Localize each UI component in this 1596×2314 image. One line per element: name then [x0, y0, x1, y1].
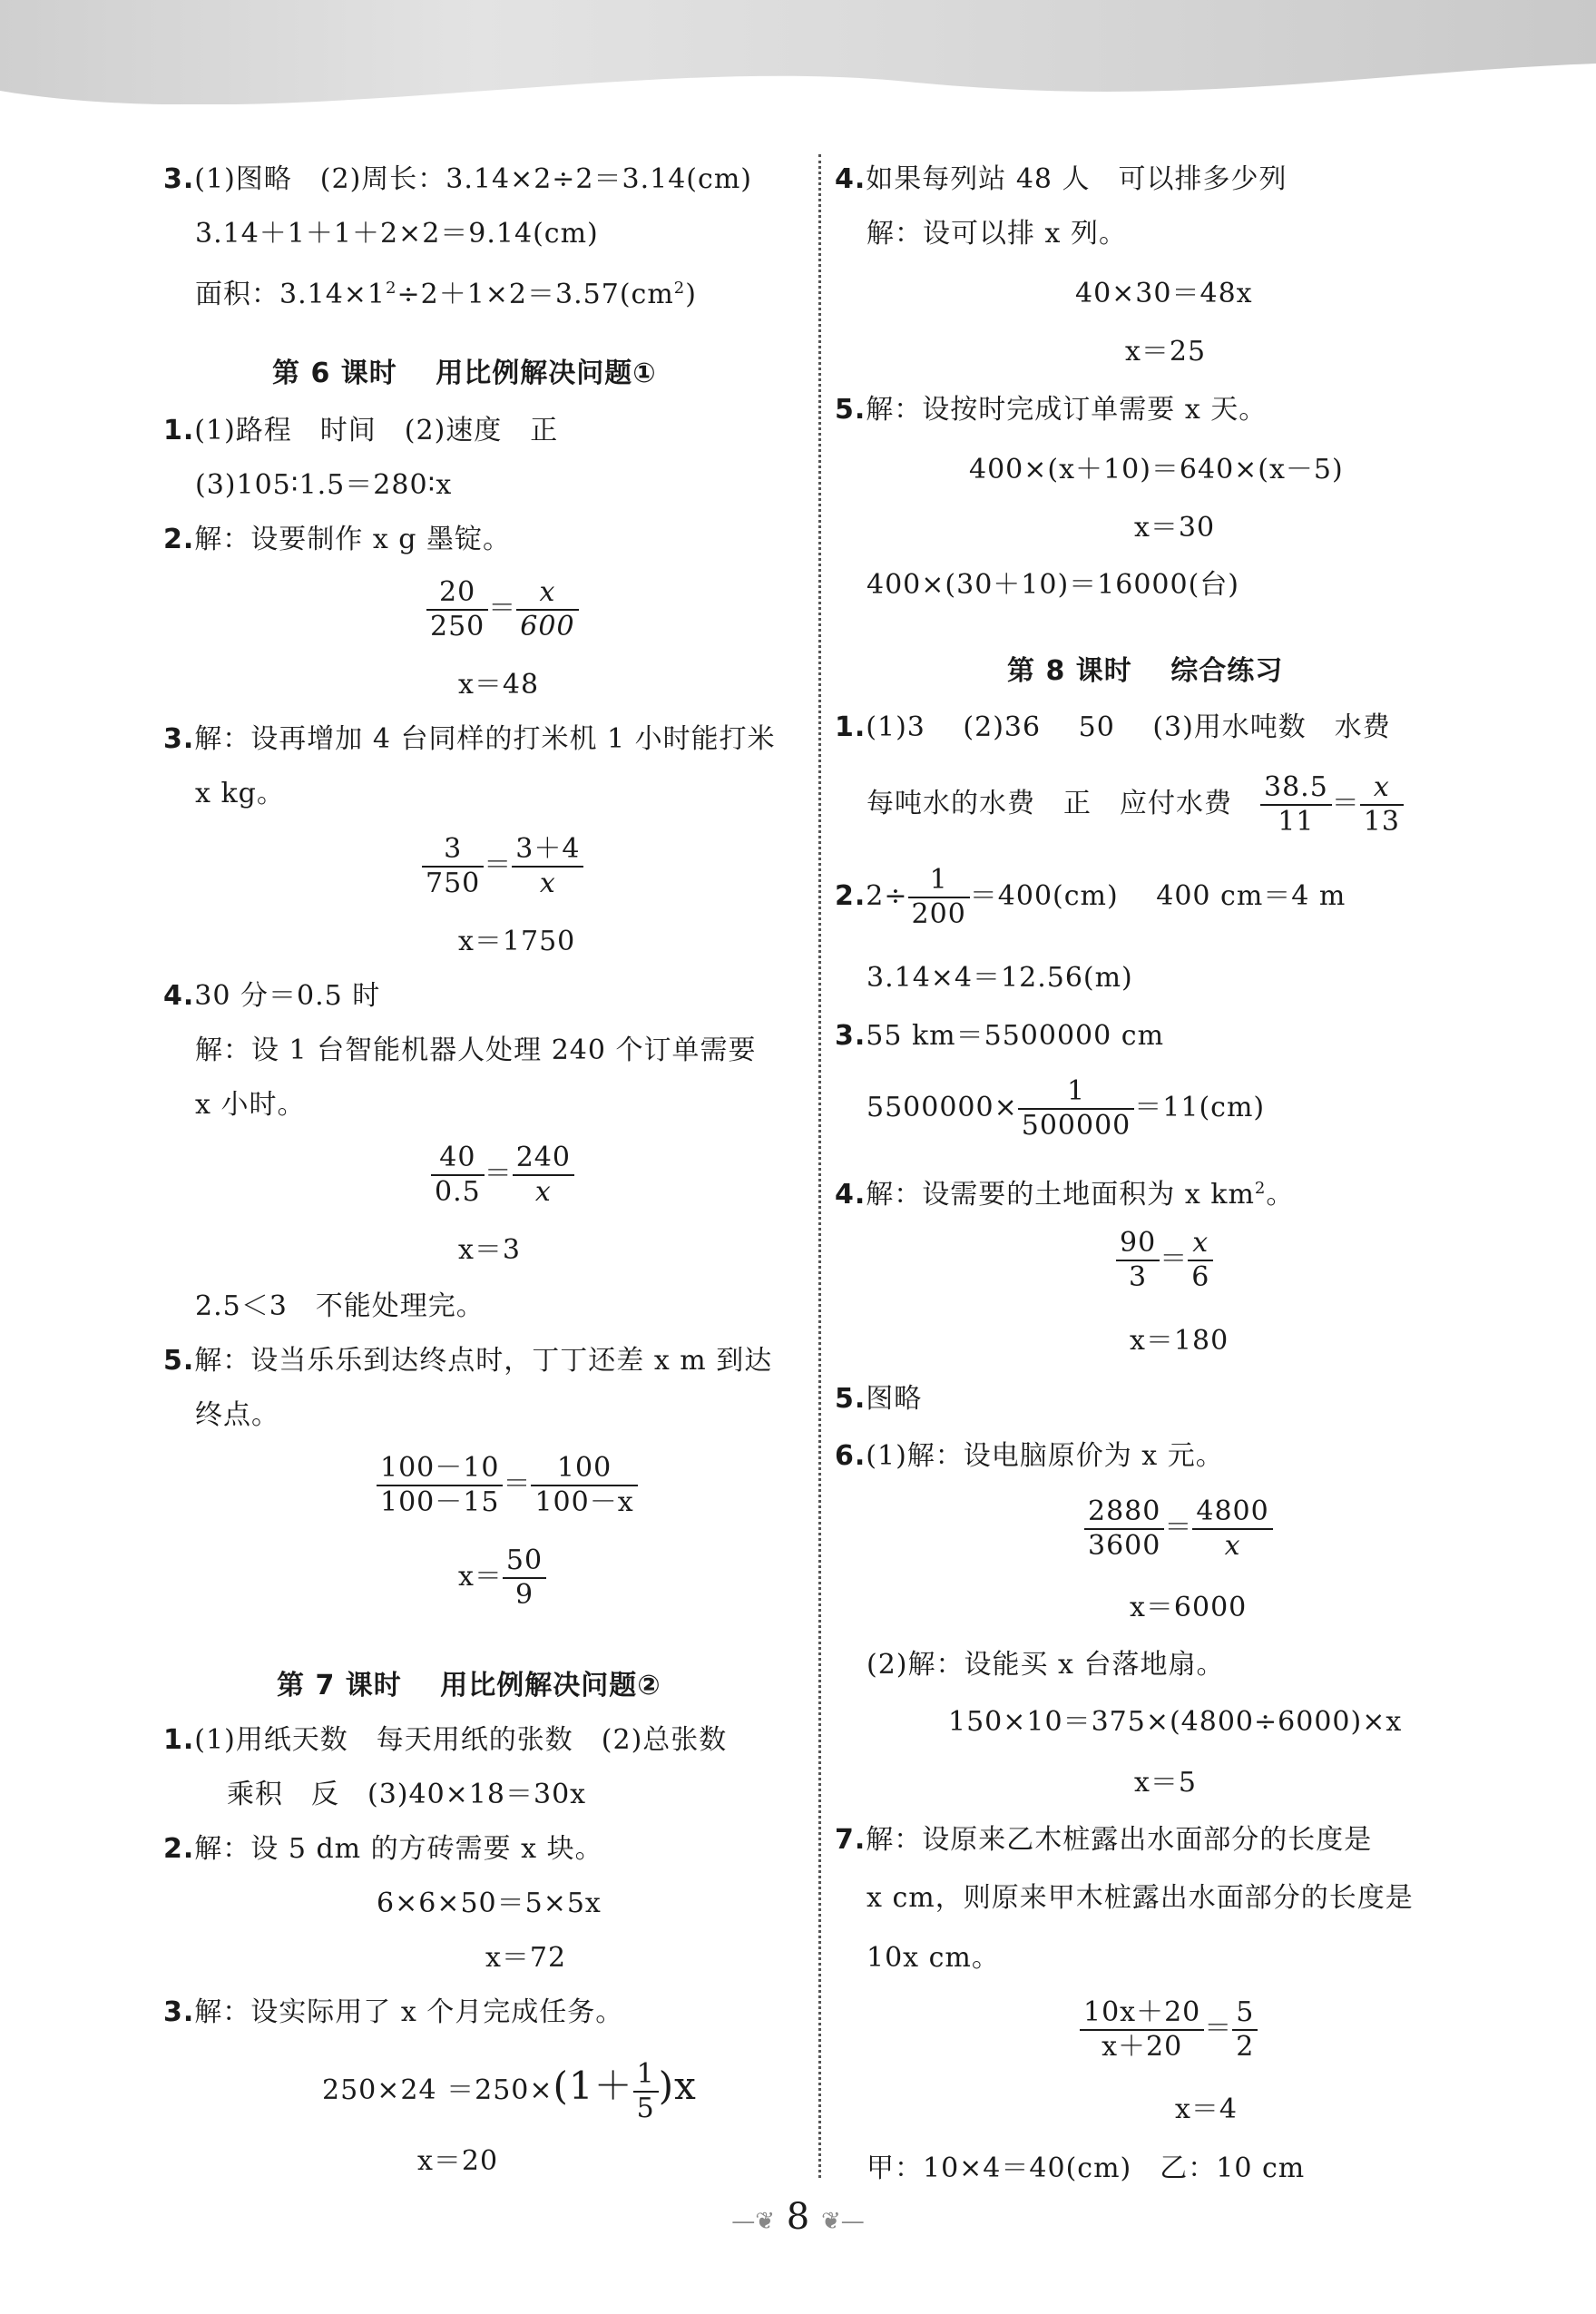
- s8-q6-answer2: x＝5: [1134, 1767, 1198, 1799]
- s7-q1-line2: 乘积 反 (3)40×18＝30x: [227, 1779, 587, 1810]
- s8-q1-line1: 1.(1)3 (2)36 50 (3)用水吨数 水费: [835, 711, 1391, 743]
- s7-q2-equation: 6×6×50＝5×5x: [377, 1887, 602, 1919]
- s8-q7-equation: $\frac{10x+20}{x+20}$ ＝ $\frac{5}{2}$: [1080, 1996, 1258, 2064]
- r-q5-conclusion: 400×(30＋10)＝16000(台): [867, 569, 1239, 601]
- s6-q5-answer: x＝ $\frac{50}{9}$: [458, 1544, 546, 1612]
- s6-q2-equation: $\frac{20}{250}$ ＝ $\frac{x}{600}$: [426, 576, 579, 643]
- q3-line3: 面积：$3.14\times 1^2\div 2+1\times 2=3.57(cm^2)$: [195, 279, 697, 310]
- s6-q1-line1: 1.(1)路程 时间 (2)速度 正: [163, 415, 559, 446]
- s6-q3-line2: x kg。: [195, 778, 285, 809]
- s8-q3-line2: 5500000× $\frac{1}{500000}$ ＝11(cm): [867, 1075, 1266, 1142]
- s6-q4-conclusion: 2.5＜3 不能处理完。: [195, 1290, 485, 1322]
- s8-q5-line1: 5.图略: [835, 1383, 923, 1415]
- column-divider: [818, 154, 821, 2178]
- s8-q7-answer: x＝4: [1175, 2093, 1239, 2125]
- section-7-title: 第 7 课时 用比例解决问题②: [277, 1670, 661, 1701]
- r-q5-line1: 5.解：设按时完成订单需要 x 天。: [835, 394, 1268, 426]
- s8-q7-line2: x cm，则原来甲木桩露出水面部分的长度是: [867, 1882, 1414, 1914]
- s6-q2-line1: 2.解：设要制作 x g 墨锭。: [163, 524, 512, 555]
- page-number: 8: [786, 2196, 810, 2238]
- r-q4-answer: x＝25: [1125, 336, 1207, 368]
- s8-q4-equation: $\frac{90}{3}$ ＝ $\frac{x}{6}$: [1116, 1227, 1213, 1294]
- s6-q5-equation: $\frac{100-10}{100-15}$ ＝ $\frac{100}{100-x}$: [377, 1452, 638, 1519]
- s8-q7-line1: 7.解：设原来乙木桩露出水面部分的长度是: [835, 1824, 1373, 1856]
- s6-q3-line1: 3.解：设再增加 4 台同样的打米机 1 小时能打米: [163, 723, 776, 755]
- s8-q6-answer1: x＝6000: [1130, 1592, 1248, 1623]
- q3-line2: 3.14＋1＋1＋2×2＝9.14(cm): [195, 218, 599, 250]
- s8-q6-line1: 6.(1)解：设电脑原价为 x 元。: [835, 1440, 1224, 1472]
- section-6-title: 第 6 课时 用比例解决问题①: [272, 358, 657, 389]
- s7-q2-answer: x＝72: [485, 1942, 567, 1974]
- s8-q3-line1: 3.55 km＝5500000 cm: [835, 1020, 1165, 1052]
- leaf-right-icon: ❦—: [820, 2208, 865, 2235]
- s8-q6-line2: (2)解：设能买 x 台落地扇。: [867, 1649, 1225, 1681]
- s6-q3-answer: x＝1750: [458, 926, 576, 957]
- s6-q4-equation: $\frac{40}{0.5}$ ＝ $\frac{240}{x}$: [431, 1142, 574, 1209]
- s6-q5-line1: 5.解：设当乐乐到达终点时，丁丁还差 x m 到达: [163, 1345, 773, 1377]
- s8-q2-line1: 2.2÷ $\frac{1}{200}$ ＝400(cm) 400 cm＝4 m: [835, 864, 1346, 930]
- s6-q3-equation: $\frac{3}{750}$ ＝ $\frac{3+4}{x}$: [422, 833, 583, 900]
- q3-line1: 3.(1)图略 (2)周长：3.14×2÷2＝3.14(cm): [163, 163, 752, 195]
- leaf-left-icon: —❦: [731, 2208, 776, 2235]
- r-q5-equation: 400×(x＋10)＝640×(x－5): [969, 454, 1344, 485]
- page-footer: [0, 2196, 1596, 2238]
- s6-q5-line2: 终点。: [195, 1399, 279, 1431]
- r-q4-line2: 解：设可以排 x 列。: [867, 218, 1127, 250]
- s7-q2-line1: 2.解：设 5 dm 的方砖需要 x 块。: [163, 1833, 603, 1865]
- s8-q2-line2: 3.14×4＝12.56(m): [867, 962, 1133, 994]
- s8-q4-answer: x＝180: [1130, 1325, 1229, 1357]
- s7-q1-line1: 1.(1)用纸天数 每天用纸的张数 (2)总张数: [163, 1724, 728, 1756]
- s7-q3-line1: 3.解：设实际用了 x 个月完成任务。: [163, 1996, 624, 2028]
- s6-q1-line2: (3)105∶1.5＝280∶x: [195, 469, 453, 501]
- s6-q4-line1: 4.30 分＝0.5 时: [163, 980, 381, 1012]
- s6-q4-line2: 解：设 1 台智能机器人处理 240 个订单需要: [195, 1034, 757, 1066]
- r-q5-answer: x＝30: [1134, 512, 1216, 544]
- section-8-title: 第 8 课时 综合练习: [1007, 655, 1284, 687]
- s8-q6-equation: $\frac{2880}{3600}$ ＝ $\frac{4800}{x}$: [1084, 1495, 1273, 1563]
- s8-q4-line1: 4.解：设需要的土地面积为 x $km^2$。: [835, 1179, 1295, 1211]
- s8-q7-line3: 10x cm。: [867, 1942, 1000, 1974]
- header-wave: [0, 54, 1596, 127]
- s8-q1-line2: 每吨水的水费 正 应付水费 $\frac{38.5}{11}$ ＝ $\frac{x}{13}$: [867, 771, 1404, 838]
- s8-q7-conclusion: 甲：10×4＝40(cm) 乙：10 cm: [867, 2152, 1306, 2184]
- s6-q4-answer: x＝3: [458, 1234, 522, 1266]
- s6-q4-line3: x 小时。: [195, 1089, 306, 1121]
- s7-q3-equation: 250×24 ＝250×(1＋ $\frac{1}{5}$ )x: [322, 2058, 697, 2124]
- r-q4-line1: 4.如果每列站 48 人 可以排多少列: [835, 163, 1288, 195]
- r-q4-equation: 40×30＝48x: [1075, 278, 1253, 309]
- s7-q3-answer: x＝20: [417, 2145, 499, 2177]
- s8-q6-equation2: 150×10＝375×(4800÷6000)×x: [948, 1706, 1403, 1738]
- s6-q2-answer: x＝48: [458, 669, 540, 701]
